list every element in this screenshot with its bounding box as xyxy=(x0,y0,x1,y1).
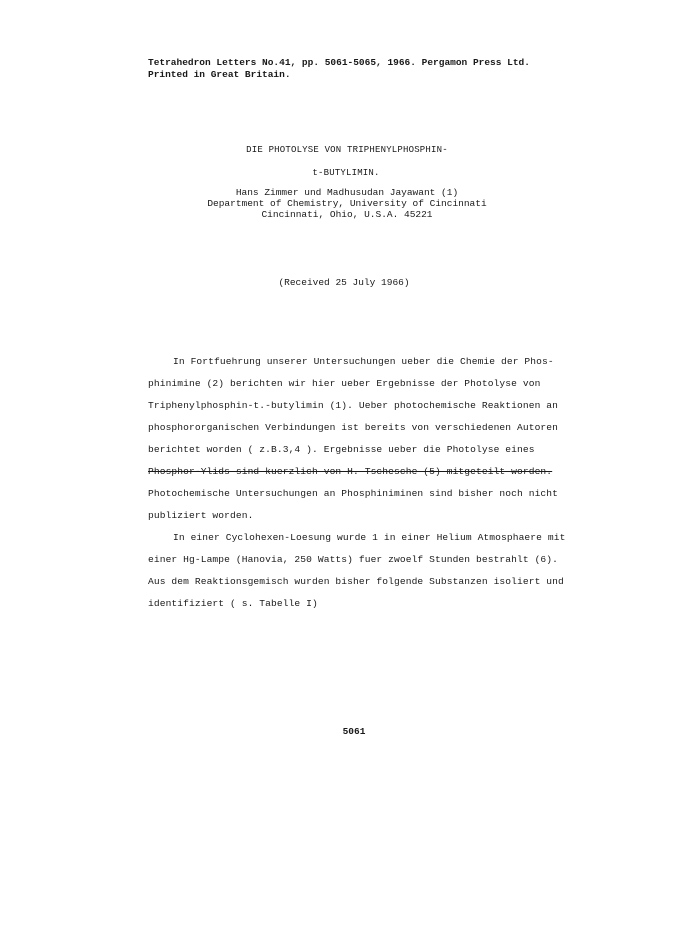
struck-paragraph-line: Phosphor-Ylids sind kuerzlich von H. Tschesche (5) mitgeteilt worden. xyxy=(148,466,553,477)
printed-location: Printed in Great Britain. xyxy=(148,69,291,80)
received-date: (Received 25 July 1966) xyxy=(278,277,410,288)
article-title-line-2: t-BUTYLIMIN. xyxy=(312,168,380,178)
paragraph-line: identifiziert ( s. Tabelle I) xyxy=(148,598,318,609)
paragraph-line: phosphororganischen Verbindungen ist bereits von verschiedenen Autoren xyxy=(148,422,559,433)
paragraph-line: In Fortfuehrung unserer Untersuchungen ueber die Chemie der Phos- xyxy=(173,356,554,367)
author-names: Hans Zimmer und Madhusudan Jayawant (1) xyxy=(235,187,459,198)
paragraph-line: Aus dem Reaktionsgemisch wurden bisher folgende Substanzen isoliert und xyxy=(148,576,564,587)
paragraph-line: Photochemische Untersuchungen an Phosphiniminen sind bisher noch nicht xyxy=(148,488,559,499)
paragraph-line: einer Hg-Lampe (Hanovia, 250 Watts) fuer zwoelf Stunden bestrahlt (6). xyxy=(148,554,559,565)
author-department: Department of Chemistry, University of Cincinnati xyxy=(207,198,487,209)
paragraph-line: publiziert worden. xyxy=(148,510,254,521)
page-number: 5061 xyxy=(342,726,366,737)
journal-citation: Tetrahedron Letters No.41, pp. 5061-5065, 1966. Pergamon Press Ltd. xyxy=(148,57,530,68)
paragraph-line: Triphenylphosphin-t.-butylimin (1). Ueber photochemische Reaktionen an xyxy=(148,400,559,411)
paragraph-line: berichtet worden ( z.B.3,4 ). Ergebnisse ueber die Photolyse eines xyxy=(148,444,535,455)
paragraph-line: In einer Cyclohexen-Loesung wurde 1 in einer Helium Atmosphaere mit xyxy=(173,532,566,543)
paragraph-line: phinimine (2) berichten wir hier ueber Ergebnisse der Photolyse von xyxy=(148,378,541,389)
article-title-line-1: DIE PHOTOLYSE VON TRIPHENYLPHOSPHIN- xyxy=(246,145,448,155)
author-address: Cincinnati, Ohio, U.S.A. 45221 xyxy=(261,209,433,220)
